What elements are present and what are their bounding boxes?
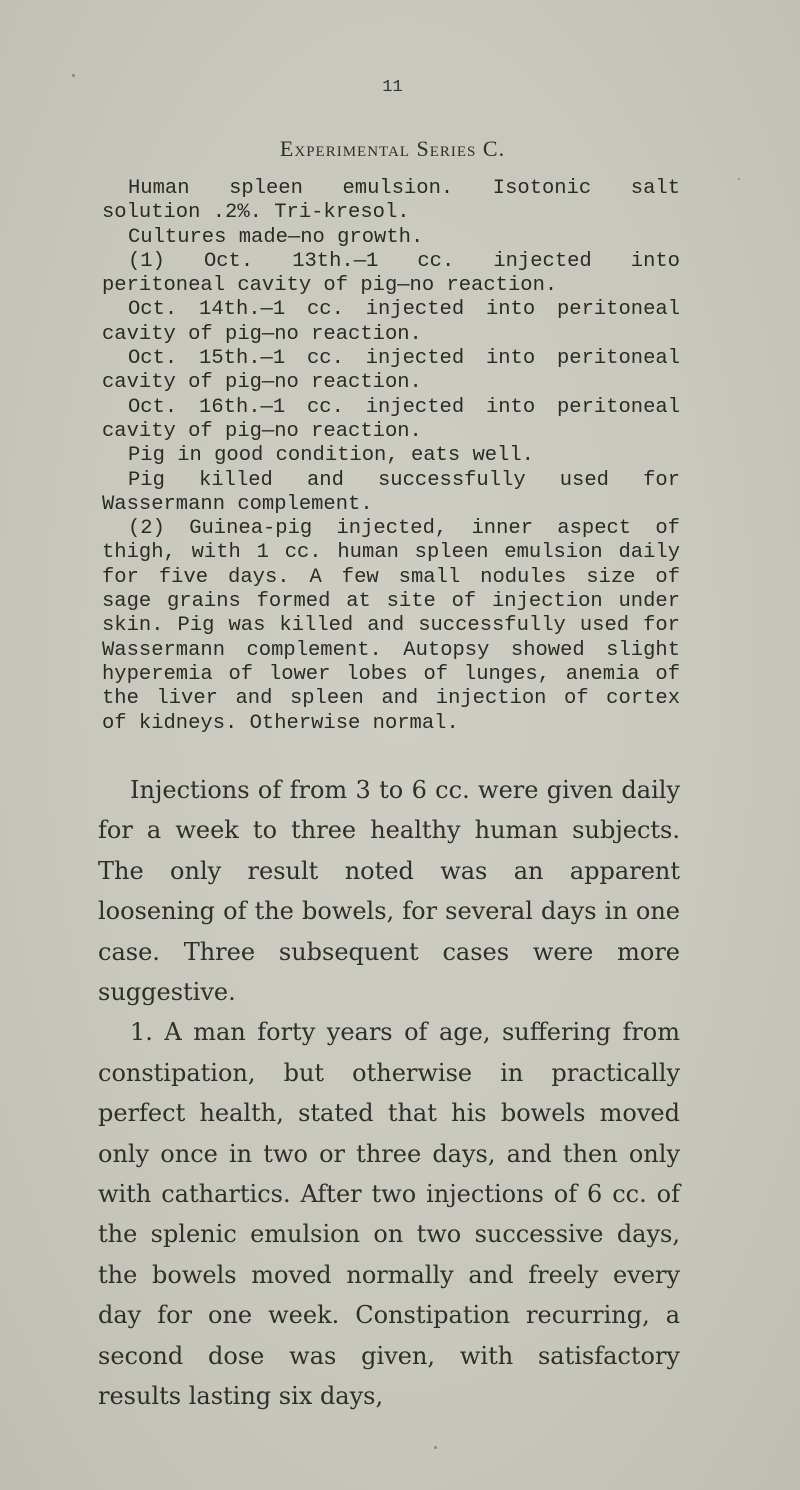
paragraph: Oct. 16th.—1 cc. injected into peritoneal cavity of pig—no reaction.	[102, 395, 680, 443]
paragraph: Pig killed and successfully used for Wassermann complement.	[102, 468, 680, 516]
paragraph: (1) Oct. 13th.—1 cc. injected into peritoneal cavity of pig—no reaction.	[102, 249, 680, 298]
paper-speck	[738, 178, 740, 180]
paragraph: (2) Guinea-pig injected, inner aspect of thigh, with 1 cc. human spleen emulsion daily for five days. A few small nodules size of sage grains formed at site of injection under skin. Pig was killed and successfully used for Wassermann complement. Autopsy showed slight hyperemia of lower lobes of lunges, anemia of the liver and spleen and injection of cortex of kidneys. Otherwise normal.	[102, 517, 680, 735]
paragraph: 1. A man forty years of age, suffering from constipation, but otherwise in practically perfect health, stated that his bowels moved only once in two or three days, and then only with cathartics. After two injections of 6 cc. of the splenic emulsion on two successive days, the bowels moved normally and freely every day for one week. Constipation recurring, a second dose was given, with satisfactory results lasting six days,	[98, 1018, 680, 1411]
paragraph: Human spleen emulsion. Isotonic salt solution .2%. Tri-kresol.	[102, 177, 680, 225]
paragraph: Cultures made—no growth.	[128, 225, 424, 249]
page-number: 11	[382, 78, 403, 97]
paper-speck	[434, 1446, 437, 1449]
paragraph: Injections of from 3 to 6 cc. were given daily for a week to three healthy human subjects. The only result noted was an apparent loosening of the bowels, for several days in one case. Three subsequent cases were more suggestive.	[98, 776, 680, 1007]
paragraph: Pig in good condition, eats well.	[128, 444, 534, 468]
experiment-notes	[102, 177, 680, 736]
paragraph: Oct. 14th.—1 cc. injected into peritoneal cavity of pig—no reaction.	[102, 298, 680, 346]
paper-speck	[72, 74, 75, 77]
section-heading: Experimental Series C.	[279, 136, 506, 161]
paragraph: Oct. 15th.—1 cc. injected into peritoneal cavity of pig—no reaction.	[102, 347, 680, 395]
body-text	[98, 770, 680, 1417]
